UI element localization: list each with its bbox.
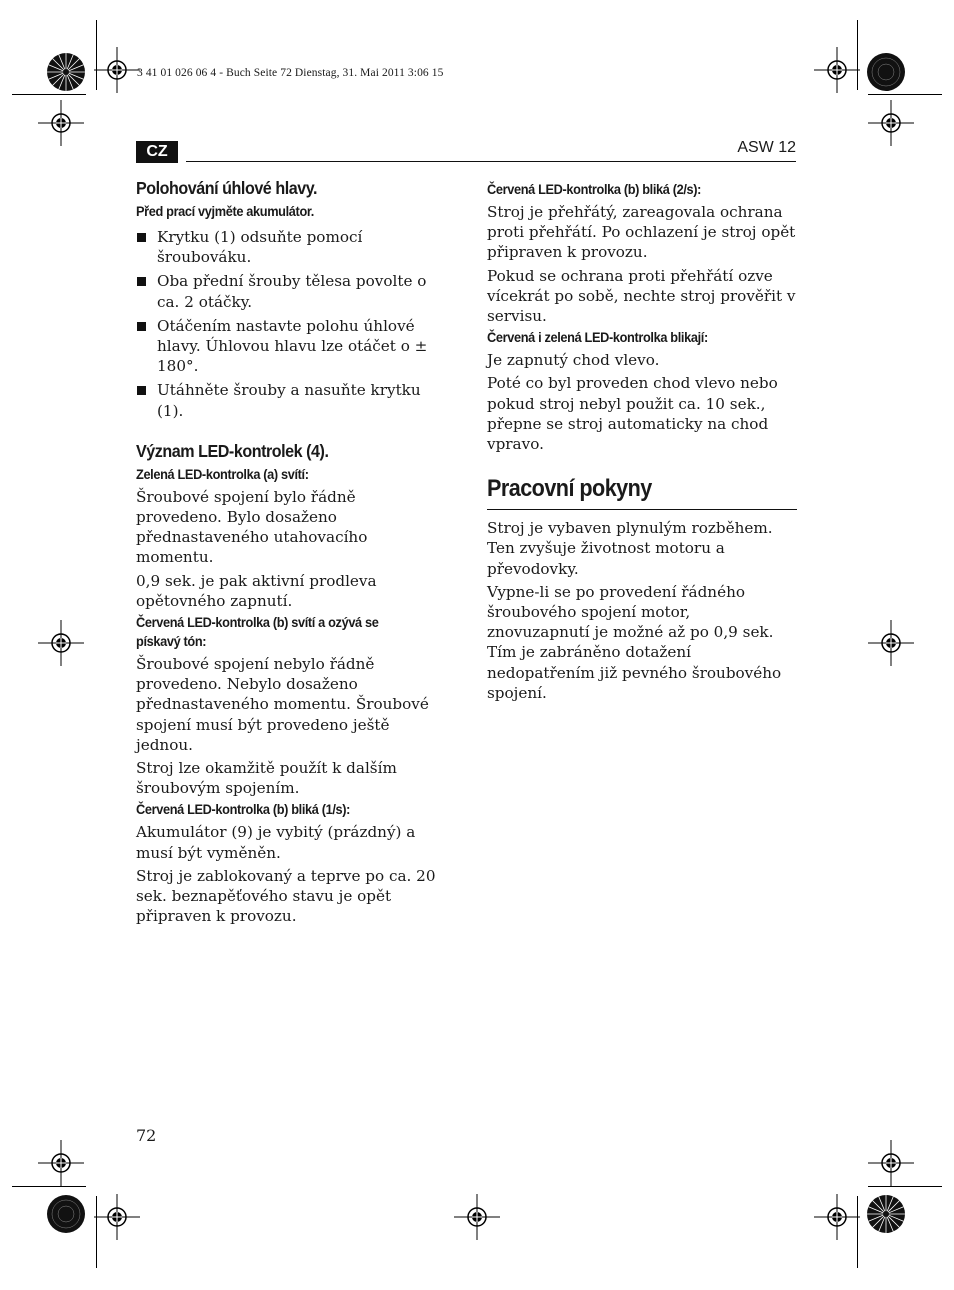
registration-mark bbox=[868, 620, 914, 666]
registration-mark bbox=[814, 1194, 860, 1240]
registration-mark bbox=[38, 100, 84, 146]
red-led-tone-heading bbox=[136, 614, 415, 652]
section-title-led: Význam LED-kontrolek (4). bbox=[136, 440, 329, 461]
starburst-mark bbox=[866, 1194, 906, 1234]
paragraph: Stroj je zablokovaný a teprve po ca. 20 sek. beznapěťového stavu je opět připraven k provozu. bbox=[136, 866, 436, 926]
list-item bbox=[136, 380, 446, 420]
right-column bbox=[487, 181, 797, 706]
page-number: 72 bbox=[136, 1126, 157, 1145]
print-info: 3 41 01 026 06 4 - Buch Seite 72 Dienstag, 31. Mai 2011 3:06 15 bbox=[137, 67, 444, 79]
spacer bbox=[487, 457, 797, 475]
list-item-text: Utáhněte šrouby a nasuňte krytku (1). bbox=[157, 381, 421, 420]
language-badge: CZ bbox=[136, 141, 178, 163]
paragraph: Vypne-li se po provedení řádného šroubového spojení motor, znovuzapnutí je možné až po 0,9 sek. Tím je zabráněno dotažení nedopatřením již pevného šroubového spojení. bbox=[487, 582, 782, 702]
paragraph: Poté co byl proveden chod vlevo nebo pokud stroj nebyl použit ca. 10 sek., přepne se stroj automaticky na chod vpravo. bbox=[487, 374, 778, 454]
heading-line: Červená LED-kontrolka (b) svítí a ozývá se bbox=[136, 615, 379, 632]
paragraph: Pokud se ochrana proti přehřátí ozve vícekrát po sobě, nechte stroj prověřit v servisu. bbox=[487, 266, 796, 326]
crop-line bbox=[12, 1186, 86, 1187]
model-name: ASW 12 bbox=[737, 139, 796, 156]
bullet-square-icon bbox=[137, 386, 146, 395]
paragraph: Akumulátor (9) je vybitý (prázdný) a musí být vyměněn. bbox=[136, 823, 416, 862]
left-column bbox=[136, 178, 446, 929]
section-title-angle-head: Polohování úhlové hlavy. bbox=[136, 178, 318, 198]
crop-line bbox=[12, 94, 86, 95]
header-rule bbox=[186, 161, 796, 162]
starburst-mark bbox=[46, 52, 86, 92]
registration-mark bbox=[868, 1140, 914, 1186]
starburst-mark bbox=[866, 52, 906, 92]
registration-mark bbox=[94, 47, 140, 93]
bullet-square-icon bbox=[137, 233, 146, 242]
registration-mark bbox=[38, 620, 84, 666]
registration-mark bbox=[94, 1194, 140, 1240]
battery-note: Před prací vyjměte akumulátor. bbox=[136, 204, 314, 220]
paragraph: Stroj je vybaven plynulým rozběhem. Ten zvyšuje životnost motoru a převodovky. bbox=[487, 519, 773, 578]
list-item bbox=[136, 227, 446, 267]
paragraph: Stroj je přehřátý, zareagovala ochrana proti přehřátí. Po ochlazení je stroj opět připraven k provozu. bbox=[487, 203, 796, 262]
both-led-heading: Červená i zelená LED-kontrolka blikají: bbox=[487, 330, 708, 347]
red-led-blink2-heading: Červená LED-kontrolka (b) bliká (2/s): bbox=[487, 182, 702, 198]
list-item bbox=[136, 316, 446, 377]
steps-list bbox=[136, 227, 446, 421]
list-item-text: Oba přední šrouby tělesa povolte o ca. 2 otáčky. bbox=[157, 272, 427, 311]
list-item-text: Krytku (1) odsuňte pomocí šroubováku. bbox=[157, 228, 363, 267]
crop-line bbox=[868, 94, 942, 95]
registration-mark bbox=[454, 1194, 500, 1240]
bullet-square-icon bbox=[137, 277, 146, 286]
registration-mark bbox=[868, 100, 914, 146]
list-item-text: Otáčením nastavte polohu úhlové hlavy. Úhlovou hlavu lze otáčet o ± 180°. bbox=[157, 316, 428, 376]
starburst-mark bbox=[46, 1194, 86, 1234]
paragraph: 0,9 sek. je pak aktivní prodleva opětovného zapnutí. bbox=[136, 571, 377, 610]
paragraph: Stroj lze okamžitě použít k dalším šroubovým spojením. bbox=[136, 759, 397, 798]
red-led-blink1-heading: Červená LED-kontrolka (b) bliká (1/s): bbox=[136, 802, 351, 819]
heading-line: pískavý tón: bbox=[136, 634, 207, 651]
paragraph: Je zapnutý chod vlevo. bbox=[487, 351, 660, 370]
paragraph: Šroubové spojení nebylo řádně provedeno. Nebylo dosaženo přednastaveného momentu. Šroubové spojení musí být provedeno ještě jednou. bbox=[136, 655, 429, 754]
section-title-work: Pracovní pokyny bbox=[487, 475, 652, 503]
spacer bbox=[136, 425, 446, 441]
green-led-heading: Zelená LED-kontrolka (a) svítí: bbox=[136, 466, 309, 483]
registration-mark bbox=[814, 47, 860, 93]
paragraph: Šroubové spojení bylo řádně provedeno. Bylo dosaženo přednastaveného utahovacího momentu. bbox=[136, 487, 368, 567]
bullet-square-icon bbox=[137, 322, 146, 331]
section-rule bbox=[487, 509, 797, 510]
list-item bbox=[136, 271, 446, 311]
crop-line bbox=[868, 1186, 942, 1187]
registration-mark bbox=[38, 1140, 84, 1186]
